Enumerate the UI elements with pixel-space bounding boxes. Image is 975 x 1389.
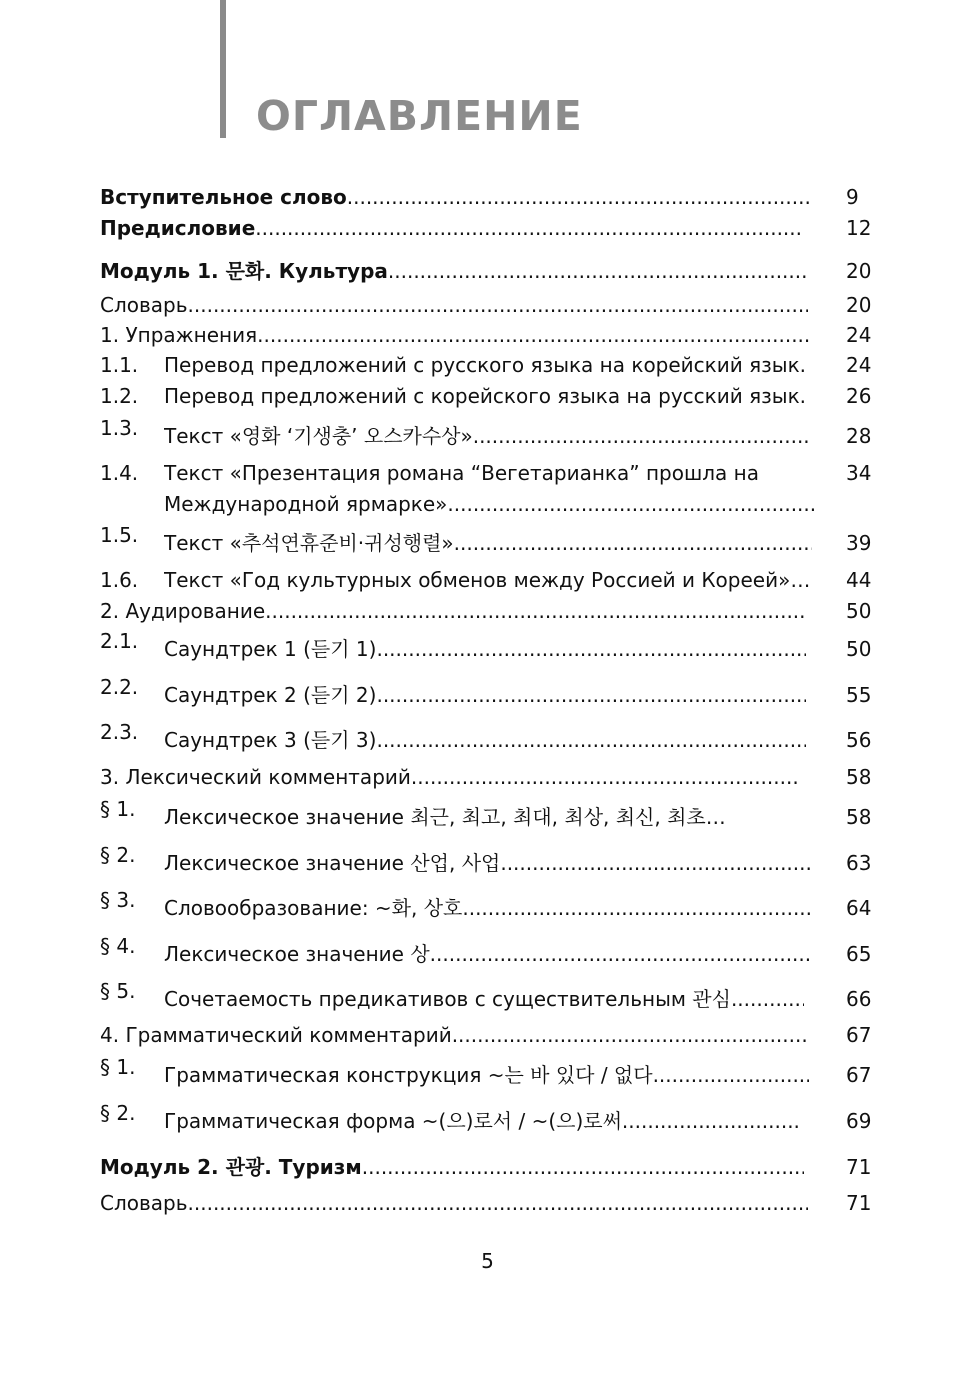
toc-entry-page: 69 bbox=[846, 1109, 872, 1133]
toc-entry-page: 58 bbox=[846, 765, 872, 789]
toc-entry-title: 1. Упражнения bbox=[100, 323, 258, 347]
toc-entry-page: 71 bbox=[846, 1155, 872, 1179]
toc-entry-page: 67 bbox=[846, 1063, 872, 1087]
toc-entry-number: § 2. bbox=[100, 843, 136, 867]
dot-leader bbox=[188, 1188, 808, 1218]
toc-entry-page: 12 bbox=[846, 216, 872, 240]
toc-entry-page: 63 bbox=[846, 851, 872, 875]
toc-entry-number: 1.2. bbox=[100, 384, 139, 408]
toc-entry-number: § 4. bbox=[100, 934, 136, 958]
toc-entry-title: Текст «Год культурных обменов между Россией и Кореей»… bbox=[164, 568, 811, 592]
toc-entry-title: Перевод предложений с русского языка на корейский язык. bbox=[164, 353, 807, 377]
toc-entry-number: § 5. bbox=[100, 979, 136, 1003]
toc-entry-title: Лексическое значение 상 bbox=[164, 942, 430, 966]
toc-entry-page: 65 bbox=[846, 942, 872, 966]
dot-leader bbox=[362, 1152, 804, 1182]
dot-leader bbox=[388, 256, 808, 286]
toc-entry-title: Модуль 2. 관광. Туризм bbox=[100, 1155, 362, 1179]
dot-leader bbox=[462, 893, 814, 923]
toc-entry-page: 50 bbox=[846, 599, 872, 623]
toc-entry-title: Международной ярмарке» bbox=[164, 492, 448, 516]
dot-leader bbox=[265, 596, 804, 626]
page-title: ОГЛАВЛЕНИЕ bbox=[256, 92, 583, 140]
toc-entry-page: 64 bbox=[846, 896, 872, 920]
toc-entry-title: Саундтрек 3 (듣기 3) bbox=[164, 728, 377, 752]
dot-leader bbox=[188, 290, 808, 320]
toc-entry-title: Словарь bbox=[100, 293, 188, 317]
toc-entry-title: Саундтрек 1 (듣기 1) bbox=[164, 637, 377, 661]
toc-entry-page: 24 bbox=[846, 353, 872, 377]
dot-leader bbox=[731, 984, 804, 1014]
toc-entry-number: 1.3. bbox=[100, 416, 139, 440]
toc-entry-page: 34 bbox=[846, 461, 872, 485]
toc-entry-title: Грамматическая конструкция ~는 바 있다 / 없다 bbox=[164, 1063, 653, 1087]
toc-entry-title: Модуль 1. 문화. Культура bbox=[100, 259, 388, 283]
toc-entry-page: 28 bbox=[846, 424, 872, 448]
dot-leader bbox=[376, 680, 806, 710]
dot-leader bbox=[473, 421, 809, 451]
toc-entry-title: 4. Грамматический комментарий bbox=[100, 1023, 452, 1047]
toc-entry-number: § 3. bbox=[100, 888, 136, 912]
dot-leader bbox=[452, 1020, 806, 1050]
toc-entry-number: 2.2. bbox=[100, 675, 139, 699]
toc-entry-title: 3. Лексический комментарий bbox=[100, 765, 411, 789]
toc-entry-title: Перевод предложений с корейского языка на русский язык. bbox=[164, 384, 807, 408]
toc-entry-number: 1.5. bbox=[100, 523, 139, 547]
toc-entry-title: Словарь bbox=[100, 1191, 188, 1215]
toc-entry-number: 1.6. bbox=[100, 568, 139, 592]
toc-entry-page: 67 bbox=[846, 1023, 872, 1047]
dot-leader bbox=[653, 1060, 809, 1090]
toc-entry-page: 20 bbox=[846, 259, 872, 283]
dot-leader bbox=[411, 762, 800, 792]
toc-entry-page: 50 bbox=[846, 637, 872, 661]
dot-leader bbox=[257, 320, 812, 350]
toc-entry-page: 71 bbox=[846, 1191, 872, 1215]
dot-leader bbox=[500, 848, 814, 878]
toc-entry-title: Сочетаемость предикативов с существительным 관심 bbox=[164, 987, 731, 1011]
toc-entry-page: 39 bbox=[846, 531, 872, 555]
dot-leader bbox=[454, 528, 812, 558]
toc-entry-number: 2.3. bbox=[100, 720, 139, 744]
toc-entry-title: Лексическое значение 최근, 최고, 최대, 최상, 최신, 최초… bbox=[164, 805, 726, 829]
dot-leader bbox=[430, 939, 809, 969]
toc-entry-page: 66 bbox=[846, 987, 872, 1011]
toc-entry-page: 20 bbox=[846, 293, 872, 317]
dot-leader bbox=[376, 725, 806, 755]
toc-entry-title: Текст «Презентация романа “Вегетарианка” прошла на bbox=[164, 461, 759, 485]
toc-entry-title: Вступительное слово bbox=[100, 185, 347, 209]
toc-entry-title: Предисловие bbox=[100, 216, 256, 240]
toc-entry-page: 56 bbox=[846, 728, 872, 752]
toc-entry-number: § 2. bbox=[100, 1101, 136, 1125]
dot-leader bbox=[376, 634, 806, 664]
toc-entry-number: 1.1. bbox=[100, 353, 139, 377]
dot-leader bbox=[622, 1106, 799, 1136]
toc-entry-page: 26 bbox=[846, 384, 872, 408]
dot-leader bbox=[447, 489, 814, 519]
dot-leader bbox=[255, 213, 802, 243]
toc-entry-title: 2. Аудирование bbox=[100, 599, 266, 623]
toc-entry-page: 44 bbox=[846, 568, 872, 592]
page-number: 5 bbox=[481, 1249, 494, 1273]
dot-leader bbox=[347, 182, 810, 212]
toc-entry-page: 24 bbox=[846, 323, 872, 347]
toc-entry-title: Словообразование: ~화, 상호 bbox=[164, 896, 463, 920]
toc-entry-page: 55 bbox=[846, 683, 872, 707]
toc-entry-number: 2.1. bbox=[100, 629, 139, 653]
toc-entry-title: Саундтрек 2 (듣기 2) bbox=[164, 683, 377, 707]
toc-entry-page: 9 bbox=[846, 185, 859, 209]
toc-entry-title: Текст «영화 ‘기생충’ 오스카수상» bbox=[164, 424, 473, 448]
toc-entry-page: 58 bbox=[846, 805, 872, 829]
toc-entry-title: Лексическое значение 산업, 사업 bbox=[164, 851, 501, 875]
toc-entry-number: § 1. bbox=[100, 1055, 136, 1079]
toc-entry-number: 1.4. bbox=[100, 461, 139, 485]
toc-entry-title: Текст «추석연휴준비·귀성행렬» bbox=[164, 531, 454, 555]
toc-entry-number: § 1. bbox=[100, 797, 136, 821]
toc-entry-title: Грамматическая форма ~(으)로서 / ~(으)로써 bbox=[164, 1109, 622, 1133]
